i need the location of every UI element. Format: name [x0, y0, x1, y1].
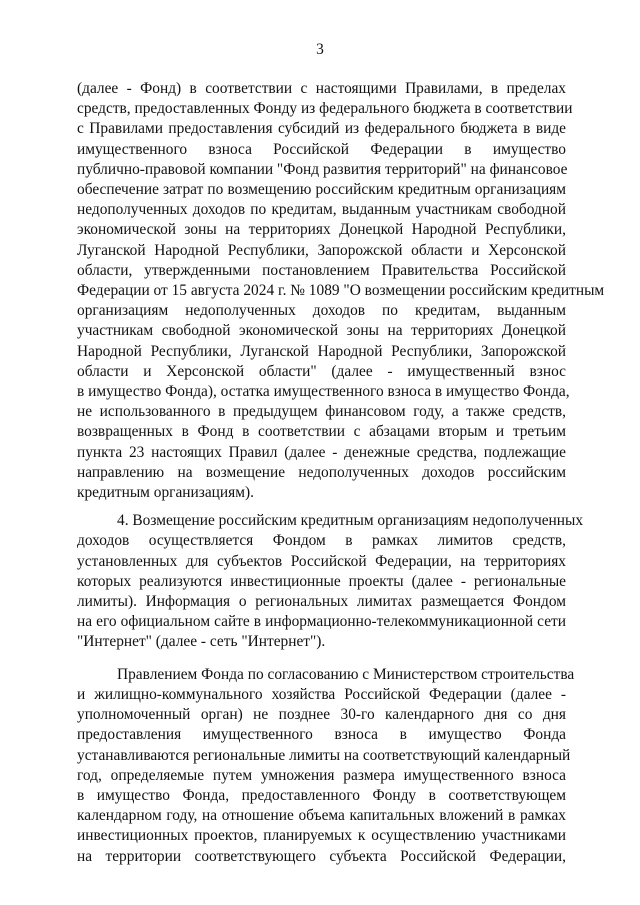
text-line: устанавливаются региональные лимиты на соответствующий календарный [77, 746, 571, 764]
document-body [77, 79, 605, 867]
text-line: Федерации от 15 августа 2024 г. № 1089 "О возмещении российским кредитным [77, 282, 605, 300]
text-line: публично-правовой компании "Фонд развития территорий" на финансовое [77, 160, 568, 178]
text-line: инвестиционных проектов, планируемых к осуществлению участниками [77, 827, 566, 845]
paragraph-continued [77, 79, 605, 503]
text-line: обеспечение затрат по возмещению российским кредитным организациям [77, 181, 566, 199]
text-line: предоставления имущественного взноса в имущество Фонда [77, 726, 566, 744]
text-line: направлению на возмещение недополученных доходов российским [77, 463, 566, 481]
text-line: экономической зоны на территориях Донецкой Народной Республики, [77, 221, 566, 239]
page-number: 3 [316, 41, 324, 58]
text-line: Луганской Народной Республики, Запорожской области и Херсонской [77, 241, 566, 259]
text-line: на территории соответствующего субъекта Российской Федерации, [77, 847, 566, 865]
text-line: которых реализуются инвестиционные проекты (далее - региональные [77, 572, 566, 590]
text-line: Народной Республики, Луганской Народной Республики, Запорожской [77, 342, 566, 360]
text-line: в имущество Фонда), остатка имущественного взноса в имущество Фонда, [77, 383, 570, 401]
text-line: лимиты). Информация о региональных лимитах размещается Фондом [77, 593, 566, 611]
text-line: возвращенных в Фонд в соответствии с абзацами вторым и третьим [77, 423, 566, 441]
text-line: год, определяемые путем умножения размера имущественного взноса [77, 766, 566, 784]
text-line: с Правилами предоставления субсидий из федерального бюджета в виде [77, 120, 566, 138]
text-line: средств, предоставленных Фонду из федерального бюджета в соответствии [77, 100, 573, 118]
text-line: (далее - Фонд) в соответствии с настоящими Правилами, в пределах [77, 80, 566, 97]
text-line: календарном году, на отношение объема капитальных вложений в рамках [77, 807, 566, 825]
text-line: имущественного взноса Российской Федерации в имущество [77, 140, 566, 158]
text-line: пункта 23 настоящих Правил (далее - денежные средства, подлежащие [77, 443, 566, 461]
text-line: кредитным организациям). [77, 484, 254, 502]
text-line: "Интернет" (далее - сеть "Интернет"). [77, 633, 326, 651]
paragraph-regional-limits [77, 665, 575, 867]
paragraph-item-4 [77, 511, 584, 652]
text-line: уполномоченный орган) не позднее 30-го календарного дня со дня [77, 706, 566, 724]
text-line: и жилищно-коммунального хозяйства Российской Федерации (далее - [77, 685, 566, 703]
text-line: области, утвержденными постановлением Правительства Российской [77, 261, 566, 279]
text-line: области и Херсонской области" (далее - имущественный взнос [77, 362, 566, 380]
text-line: участникам свободной экономической зоны на территориях Донецкой [77, 322, 566, 340]
text-line: Правлением Фонда по согласованию с Министерством строительства [117, 665, 575, 683]
text-line: установленных для субъектов Российской Федерации, на территориях [77, 552, 566, 570]
text-line: не использованного в предыдущем финансовом году, а также средств, [77, 403, 566, 421]
text-line: на его официальном сайте в информационно-телекоммуникационной сети [77, 613, 566, 631]
text-line: организациям недополученных доходов по кредитам, выданным [77, 302, 566, 320]
text-line: 4. Возмещение российским кредитным организациям недополученных [117, 512, 584, 530]
text-line: в имущество Фонда, предоставленного Фонду в соответствующем [77, 786, 566, 804]
text-line: доходов осуществляется Фондом в рамках лимитов средств, [77, 532, 566, 550]
text-line: недополученных доходов по кредитам, выданным участникам свободной [77, 201, 566, 219]
